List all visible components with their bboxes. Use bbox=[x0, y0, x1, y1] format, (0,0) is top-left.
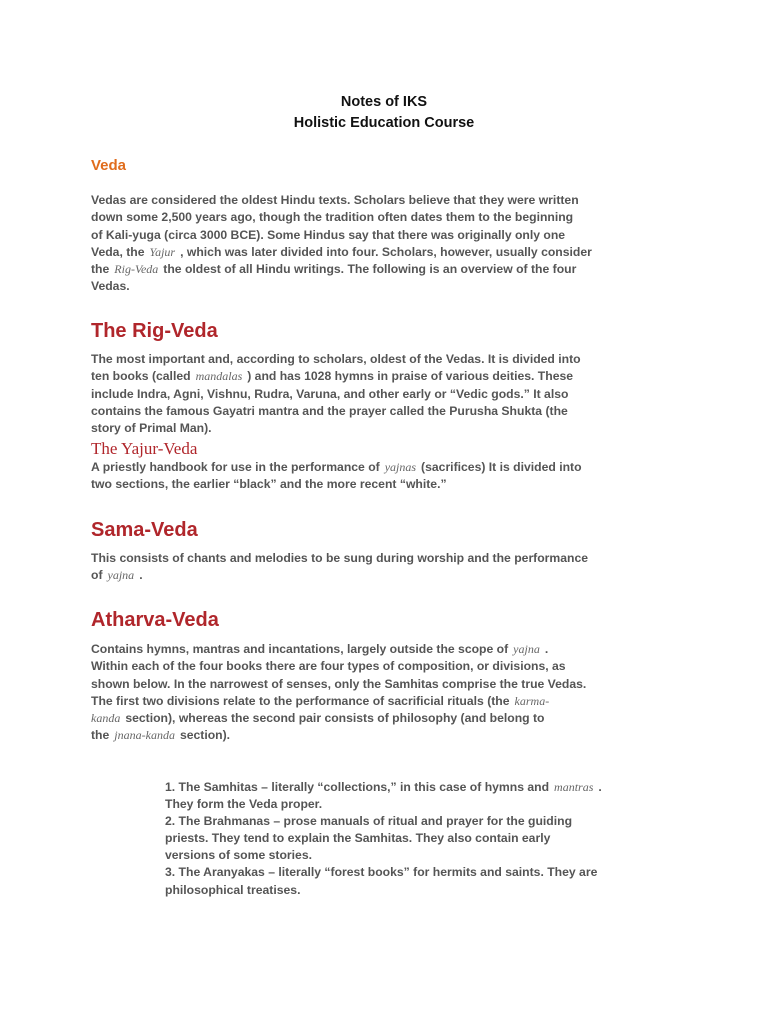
italic-term: mantras bbox=[554, 780, 594, 794]
text-run: of bbox=[91, 568, 103, 583]
divisions-list bbox=[165, 779, 685, 899]
text-line: Within each of the four books there are four types of composition, or divisions, as bbox=[91, 659, 566, 674]
list-item-continuation: versions of some stories. bbox=[165, 848, 312, 863]
text-line: contains the famous Gayatri mantra and the prayer called the Purusha Shukta (the bbox=[91, 403, 568, 418]
heading-sama-veda: Sama-Veda bbox=[91, 519, 198, 541]
italic-term: jnana-kanda bbox=[114, 728, 175, 743]
text-run: Contains hymns, mantras and incantations, largely outside the scope of bbox=[91, 642, 509, 656]
text-run: Veda, the bbox=[91, 244, 145, 259]
text-run: section), whereas the second pair consists of philosophy (and belong to bbox=[125, 711, 545, 726]
text-line bbox=[91, 693, 681, 710]
text-run: the bbox=[91, 262, 110, 277]
text-line bbox=[91, 244, 681, 261]
italic-term: kanda bbox=[91, 711, 121, 726]
doc-title-line1: Notes of IKS bbox=[340, 94, 428, 110]
text-run: , which was later divided into four. Scholars, however, usually consider bbox=[180, 244, 592, 259]
italic-term: mandalas bbox=[195, 369, 243, 384]
text-run: ) and has 1028 hymns in praise of various deities. These bbox=[247, 369, 574, 384]
text-run: . bbox=[544, 642, 549, 656]
paragraph-yajur-veda bbox=[91, 459, 681, 494]
text-line bbox=[91, 710, 681, 727]
text-line: of Kali-yuga (circa 3000 BCE). Some Hindus say that there was originally only one bbox=[91, 227, 566, 242]
list-item-continuation: priests. They tend to explain the Samhitas. They also contain early bbox=[165, 831, 551, 846]
doc-title-line2: Holistic Education Course bbox=[293, 115, 475, 131]
list-item: 3. The Aranyakas – literally “forest books” for hermits and saints. They are bbox=[165, 865, 598, 880]
list-item-continuation: philosophical treatises. bbox=[165, 882, 301, 897]
italic-term: Yajur bbox=[149, 244, 176, 259]
heading-atharva-veda: Atharva-Veda bbox=[91, 609, 219, 631]
text-run: the bbox=[91, 728, 110, 743]
heading-rig-veda: The Rig-Veda bbox=[91, 320, 218, 342]
text-line: shown below. In the narrowest of senses, only the Samhitas comprise the true Vedas. bbox=[91, 676, 587, 691]
italic-term: yajna bbox=[513, 642, 540, 656]
text-run: ten books (called bbox=[91, 369, 191, 384]
text-run: section). bbox=[179, 728, 231, 743]
text-line bbox=[91, 567, 681, 584]
text-line: story of Primal Man). bbox=[91, 421, 212, 436]
text-run: The first two divisions relate to the performance of sacrificial rituals (the bbox=[91, 693, 510, 708]
text-line: Vedas. bbox=[91, 279, 130, 294]
paragraph-veda bbox=[91, 192, 681, 296]
paragraph-atharva-veda bbox=[91, 641, 681, 745]
italic-term: karma- bbox=[514, 693, 550, 708]
italic-term: Rig-Veda bbox=[114, 262, 159, 277]
italic-term: yajna bbox=[107, 568, 135, 583]
text-line bbox=[91, 641, 681, 658]
list-item-continuation: They form the Veda proper. bbox=[165, 797, 323, 812]
text-line bbox=[91, 368, 681, 385]
heading-yajur-veda: The Yajur-Veda bbox=[91, 439, 198, 458]
text-run: . bbox=[598, 780, 602, 794]
heading-veda: Veda bbox=[91, 157, 127, 174]
text-line: Vedas are considered the oldest Hindu texts. Scholars believe that they were written bbox=[91, 193, 579, 207]
text-line: down some 2,500 years ago, though the tradition often dates them to the beginning bbox=[91, 210, 574, 225]
text-line: include Indra, Agni, Vishnu, Rudra, Varuna, and other early or “Vedic gods.” It also bbox=[91, 386, 569, 401]
italic-term: yajnas bbox=[384, 460, 417, 474]
text-run: . bbox=[139, 568, 143, 583]
paragraph-rig-veda bbox=[91, 351, 681, 437]
text-line bbox=[91, 459, 681, 476]
text-run: 1. The Samhitas – literally “collections,” in this case of hymns and bbox=[165, 780, 550, 794]
text-line: This consists of chants and melodies to be sung during worship and the performance bbox=[91, 551, 589, 565]
list-item: 2. The Brahmanas – prose manuals of ritual and prayer for the guiding bbox=[165, 814, 573, 829]
text-run: the oldest of all Hindu writings. The following is an overview of the four bbox=[163, 262, 577, 277]
text-run: (sacrifices) It is divided into bbox=[421, 460, 582, 474]
paragraph-sama-veda bbox=[91, 550, 681, 585]
text-line: two sections, the earlier “black” and the more recent “white.” bbox=[91, 477, 447, 492]
text-run: A priestly handbook for use in the performance of bbox=[91, 460, 380, 474]
list-item bbox=[165, 779, 685, 796]
text-line bbox=[91, 261, 681, 278]
text-line: The most important and, according to scholars, oldest of the Vedas. It is divided into bbox=[91, 352, 581, 366]
text-line bbox=[91, 727, 681, 744]
